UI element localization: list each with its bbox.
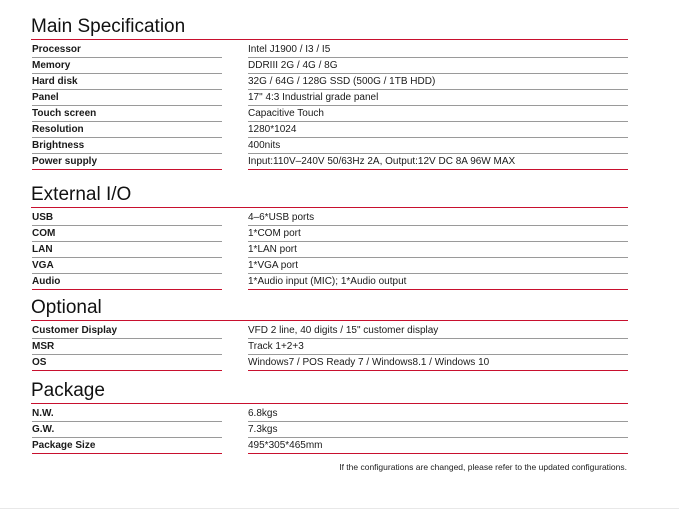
spec-label: COM bbox=[32, 226, 222, 242]
spec-label: Brightness bbox=[32, 138, 222, 154]
spec-label: OS bbox=[32, 355, 222, 371]
spec-label: MSR bbox=[32, 339, 222, 355]
spec-value: 17" 4:3 Industrial grade panel bbox=[248, 90, 628, 106]
spec-label: G.W. bbox=[32, 422, 222, 438]
section-optional bbox=[31, 297, 628, 371]
spec-value: 7.3kgs bbox=[248, 422, 628, 438]
section-title: Optional bbox=[31, 297, 102, 318]
spec-row-memory bbox=[31, 58, 628, 74]
spec-label: Memory bbox=[32, 58, 222, 74]
spec-value: Input:110V–240V 50/63Hz 2A, Output:12V DC 8A 96W MAX bbox=[248, 154, 628, 170]
spec-value: 6.8kgs bbox=[248, 406, 628, 422]
spec-value: 32G / 64G / 128G SSD (500G / 1TB HDD) bbox=[248, 74, 628, 90]
spec-rows bbox=[31, 210, 628, 290]
section-header bbox=[31, 297, 628, 321]
section-main-specification bbox=[31, 16, 628, 170]
spec-row-os bbox=[31, 355, 628, 371]
spec-value: 400nits bbox=[248, 138, 628, 154]
spec-row-gross-weight bbox=[31, 422, 628, 438]
spec-label: Hard disk bbox=[32, 74, 222, 90]
spec-row-customer-display bbox=[31, 323, 628, 339]
spec-value: 4–6*USB ports bbox=[248, 210, 628, 226]
spec-row-panel bbox=[31, 90, 628, 106]
section-external-io bbox=[31, 184, 628, 290]
spec-value: 1280*1024 bbox=[248, 122, 628, 138]
spec-value: Windows7 / POS Ready 7 / Windows8.1 / Windows 10 bbox=[248, 355, 628, 371]
spec-rows bbox=[31, 406, 628, 454]
section-title: External I/O bbox=[31, 184, 132, 205]
spec-value: Track 1+2+3 bbox=[248, 339, 628, 355]
spec-label: Customer Display bbox=[32, 323, 222, 339]
section-title: Package bbox=[31, 380, 105, 401]
spec-row-brightness bbox=[31, 138, 628, 154]
spec-rows bbox=[31, 42, 628, 170]
section-header bbox=[31, 16, 628, 40]
spec-label: Resolution bbox=[32, 122, 222, 138]
section-title: Main Specification bbox=[31, 16, 186, 37]
page-bottom-divider bbox=[0, 508, 679, 509]
spec-label: Audio bbox=[32, 274, 222, 290]
spec-label: VGA bbox=[32, 258, 222, 274]
spec-row-usb bbox=[31, 210, 628, 226]
spec-label: Package Size bbox=[32, 438, 222, 454]
spec-value: 1*Audio input (MIC); 1*Audio output bbox=[248, 274, 628, 290]
spec-label: N.W. bbox=[32, 406, 222, 422]
spec-row-audio bbox=[31, 274, 628, 290]
spec-row-hard-disk bbox=[31, 74, 628, 90]
spec-row-net-weight bbox=[31, 406, 628, 422]
spec-row-touch-screen bbox=[31, 106, 628, 122]
spec-row-processor bbox=[31, 42, 628, 58]
spec-rows bbox=[31, 323, 628, 371]
spec-label: Processor bbox=[32, 42, 222, 58]
spec-value: 1*LAN port bbox=[248, 242, 628, 258]
spec-row-package-size bbox=[31, 438, 628, 454]
section-package bbox=[31, 380, 628, 454]
spec-label: LAN bbox=[32, 242, 222, 258]
spec-row-vga bbox=[31, 258, 628, 274]
spec-label: USB bbox=[32, 210, 222, 226]
spec-label: Touch screen bbox=[32, 106, 222, 122]
spec-value: VFD 2 line, 40 digits / 15" customer display bbox=[248, 323, 628, 339]
spec-label: Panel bbox=[32, 90, 222, 106]
spec-value: Capacitive Touch bbox=[248, 106, 628, 122]
section-header bbox=[31, 184, 628, 208]
spec-label: Power supply bbox=[32, 154, 222, 170]
spec-value: 1*COM port bbox=[248, 226, 628, 242]
spec-row-lan bbox=[31, 242, 628, 258]
spec-row-power-supply bbox=[31, 154, 628, 170]
section-header bbox=[31, 380, 628, 404]
spec-value: DDRIII 2G / 4G / 8G bbox=[248, 58, 628, 74]
footnote: If the configurations are changed, please refer to the updated configurations. bbox=[339, 462, 627, 472]
spec-value: 1*VGA port bbox=[248, 258, 628, 274]
spec-row-resolution bbox=[31, 122, 628, 138]
spec-value: Intel J1900 / I3 / I5 bbox=[248, 42, 628, 58]
spec-value: 495*305*465mm bbox=[248, 438, 628, 454]
spec-row-msr bbox=[31, 339, 628, 355]
spec-row-com bbox=[31, 226, 628, 242]
